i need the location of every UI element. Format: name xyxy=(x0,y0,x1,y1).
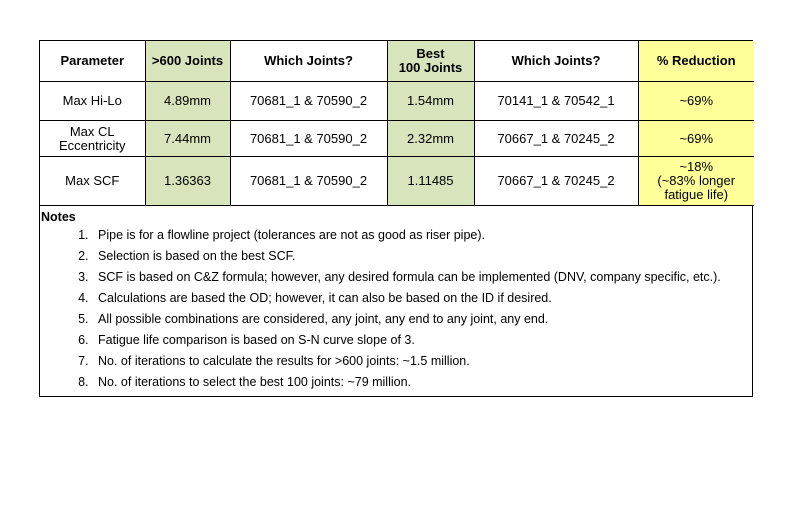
note-item: 1. Pipe is for a flowline project (tolerances are not as good as riser pipe). xyxy=(92,227,752,243)
note-item: 6. Fatigue life comparison is based on S-N curve slope of 3. xyxy=(92,332,752,348)
cell-which-best: 70141_1 & 70542_1 xyxy=(474,82,638,121)
cell-which-600: 70681_1 & 70590_2 xyxy=(230,82,387,121)
note-item: 4. Calculations are based the OD; however, it can also be based on the ID if desired. xyxy=(92,290,752,306)
cell-reduction xyxy=(638,157,754,206)
notes-list xyxy=(40,227,752,390)
cell-parameter: Max SCF xyxy=(40,157,145,206)
cell-reduction: ~69% xyxy=(638,121,754,157)
cell-parameter-line1: Max CL xyxy=(69,123,115,139)
note-item: 7. No. of iterations to calculate the results for >600 joints: ~1.5 million. xyxy=(92,353,752,369)
cell-reduction-line3: fatigue life) xyxy=(664,187,729,202)
note-item: 5. All possible combinations are considered, any joint, any end to any joint, any end. xyxy=(92,311,752,327)
cell-reduction-line2: (~83% longer xyxy=(657,173,736,188)
header-parameter: Parameter xyxy=(40,41,145,82)
note-item: 8. No. of iterations to select the best 100 joints: ~79 million. xyxy=(92,374,752,390)
cell-parameter-line2: Eccentricity xyxy=(59,137,126,153)
note-item: 3. SCF is based on C&Z formula; however, any desired formula can be implemented (DNV, company specific, etc.). xyxy=(92,269,752,285)
table-row-max-scf xyxy=(40,157,754,206)
header-row xyxy=(40,41,754,82)
cell-600-value: 1.36363 xyxy=(145,157,230,206)
header-which-joints-best: Which Joints? xyxy=(474,41,638,82)
document-frame xyxy=(39,40,753,397)
header-best-100-joints xyxy=(387,41,474,82)
cell-which-600: 70681_1 & 70590_2 xyxy=(230,121,387,157)
note-item: 2. Selection is based on the best SCF. xyxy=(92,248,752,264)
cell-parameter xyxy=(40,121,145,157)
cell-best-value: 1.54mm xyxy=(387,82,474,121)
cell-600-value: 7.44mm xyxy=(145,121,230,157)
cell-which-best: 70667_1 & 70245_2 xyxy=(474,157,638,206)
header-600-joints: >600 Joints xyxy=(145,41,230,82)
cell-600-value: 4.89mm xyxy=(145,82,230,121)
cell-parameter: Max Hi-Lo xyxy=(40,82,145,121)
notes-title: Notes xyxy=(41,210,76,224)
header-best-line1: Best xyxy=(416,46,445,61)
results-table xyxy=(40,41,754,206)
header-which-joints-600: Which Joints? xyxy=(230,41,387,82)
cell-best-value: 1.11485 xyxy=(387,157,474,206)
table-row-max-hi-lo xyxy=(40,82,754,121)
cell-which-best: 70667_1 & 70245_2 xyxy=(474,121,638,157)
notes-section xyxy=(40,206,752,396)
header-best-line2: 100 Joints xyxy=(398,60,463,75)
table-row-max-cl-eccentricity xyxy=(40,121,754,157)
cell-reduction: ~69% xyxy=(638,82,754,121)
header-reduction: % Reduction xyxy=(638,41,754,82)
cell-which-600: 70681_1 & 70590_2 xyxy=(230,157,387,206)
cell-best-value: 2.32mm xyxy=(387,121,474,157)
cell-reduction-line1: ~18% xyxy=(679,159,714,174)
